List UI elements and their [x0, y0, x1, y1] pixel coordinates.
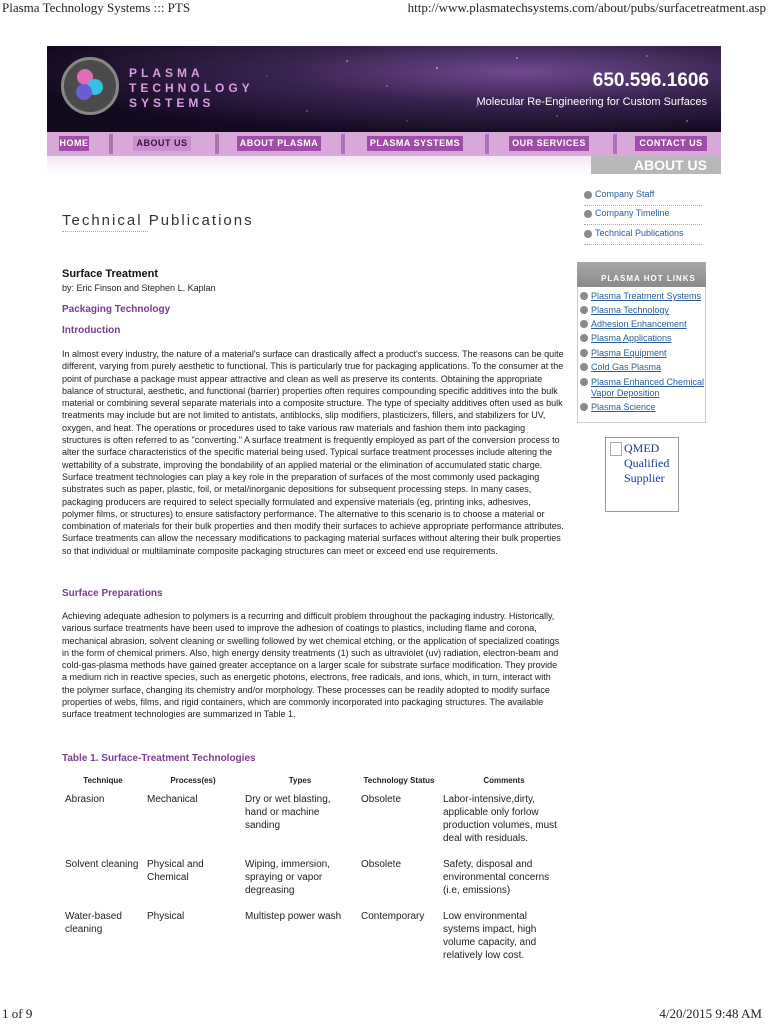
- nav-about-us[interactable]: ABOUT US: [133, 136, 191, 151]
- col-header: Process(es): [170, 776, 216, 785]
- cell: Multistep power wash: [245, 911, 342, 922]
- nav-separator: [341, 134, 345, 154]
- brand-line: SYSTEMS: [129, 96, 215, 110]
- print-page-title: Plasma Technology Systems ::: PTS: [2, 0, 191, 15]
- qmed-line: QMED: [624, 441, 660, 455]
- preparations-paragraph: Achieving adequate adhesion to polymers is a recurring and difficult problem throughout the packaging industry. Historically, various surface treatments have been used to improve the adhesion of coatings to plastics, including flame and corona, mechanical abrasion, solvent cleaning or swelling followed by wet chemical etching, or the application of specialized coatings in the form of chemical primers. Also, high energy density treatments (1) such as ultraviolet (uv) radiation, electron-beam and cold-gas-plasma methods have gained greater acceptance on a larger scale for substrate surface modification. They provide a medium rich in reactive species, such as energetic photons, electrons, free radicals, and ions, which, in turn, interact with the polymer surface, changing its chemistry and/or morphology. These processes can be readily adopted to modify surface properties of webs, films, and rigid containers, which are commonly incorporated into packaging structures. The available surface treatment technologies are summarized in Table 1.: [62, 611, 560, 720]
- qmed-supplier-badge[interactable]: [605, 437, 679, 512]
- qmed-line: Supplier: [624, 471, 665, 485]
- nav-about-plasma[interactable]: ABOUT PLASMA: [237, 136, 321, 151]
- table-heading: Table 1. Surface-Treatment Technologies: [62, 753, 256, 764]
- nav-separator: [613, 134, 617, 154]
- cell: Dry or wet blasting, hand or machine sanding: [245, 794, 331, 831]
- cell: Physical: [147, 911, 185, 922]
- cell: Obsolete: [361, 794, 402, 805]
- table-row: [62, 858, 568, 910]
- nav-contact-us[interactable]: CONTACT US: [635, 136, 707, 151]
- cell: Solvent cleaning: [65, 859, 139, 870]
- cell: Wiping, immersion, spraying or vapor degreasing: [245, 859, 331, 896]
- hotlink-item[interactable]: [580, 362, 661, 373]
- hotlink-label: Adhesion Enhancement: [591, 319, 687, 329]
- cell: Obsolete: [361, 859, 402, 870]
- link-label: Technical Publications: [595, 228, 684, 238]
- nav-plasma-systems[interactable]: PLASMA SYSTEMS: [367, 136, 463, 151]
- nav-our-services[interactable]: OUR SERVICES: [509, 136, 589, 151]
- section-tab: ABOUT US: [591, 156, 721, 174]
- cell: Labor-intensive,dirty, applicable only forlow production volumes, must deal with residuals.: [443, 794, 557, 844]
- print-datetime: 4/20/2015 9:48 AM: [659, 1006, 762, 1021]
- brand-name[interactable]: [129, 66, 254, 111]
- col-header: Technique: [83, 776, 123, 785]
- cell: Water-based cleaning: [65, 911, 122, 935]
- cell: Physical and Chemical: [147, 859, 204, 883]
- sidebar-link-company-timeline[interactable]: [584, 208, 670, 218]
- article-byline: by: Eric Finson and Stephen L. Kaplan: [62, 283, 216, 293]
- bullet-icon: [580, 363, 588, 371]
- hotlinks-header: PLASMA HOT LINKS: [577, 262, 706, 287]
- hotlink-label: Plasma Equipment: [591, 348, 667, 358]
- bullet-icon: [584, 210, 592, 218]
- divider: [584, 205, 702, 206]
- bullet-icon: [580, 320, 588, 328]
- intro-paragraph: In almost every industry, the nature of a material's surface can drastically affect a product's success. The reasons can be quite different, varying from purely aesthetic to functional. This is particularly true for packaging applications. To the consumer at the point of purchase a package must appear attractive and clean as well as preserve its contents. Obtaining the appropriate balance of structural, aesthetic, and functional (barrier) properties often requires compounding specific additives into the bulk material or combining several separate materials into a composite structure. The type of specialty additives often used as bulk treatments may include but are not limited to antistats, antiblocks, slip modifiers, plasticizers, fillers, and stabilizers for UV, oxygen, and heat. The operations or procedures used to take various raw materials and fashion them into packaging structures is often referred to as "converting." A surface treatment is frequently employed as part of the conversion process to alter the surface characteristics of the specific material being used. Typical surface treatment processes include altering the wettability of a substrate, improving the bondability of an applied material or the elimination of accumulated static charge. Surface treatment technologies can play a key role in the preparation of surfaces of the most commonly used packaging substrates such as paper, plastic, foil, or metal/inorganic depositions for subsequent processing steps. In many cases, packaging producers are required to select specially formulated and expensive materials (eg, printing inks, adhesives, polymer films, or structures) to ensure satisfactory performance. The alternative to this scenario is to choose a material or combination of materials for their bulk properties and then modify their surfaces to achieve appropriate performance attributes. Surface treatments can allow the necessary modifications to packaging material surfaces without altering their bulk properties so that individual or multilaminate composite packaging structures can meet or exceed end use requirements.: [62, 349, 564, 556]
- hotlink-label: Plasma Treatment Systems: [591, 291, 702, 301]
- bullet-icon: [580, 349, 588, 357]
- print-url: http://www.plasmatechsystems.com/about/pubs/surfacetreatment.asp: [407, 0, 766, 15]
- phone-number: 650.596.1606: [592, 70, 709, 91]
- hotlink-label: Plasma Science: [591, 402, 656, 412]
- divider: [584, 224, 702, 225]
- hotlink-item[interactable]: [580, 319, 687, 330]
- sidebar-link-technical-publications[interactable]: [584, 228, 684, 238]
- col-header: Technology Status: [363, 776, 435, 785]
- hotlink-item[interactable]: [580, 305, 669, 316]
- sidebar-link-company-staff[interactable]: [584, 189, 654, 199]
- bullet-icon: [580, 306, 588, 314]
- brand-line: PLASMA: [129, 66, 204, 80]
- nav-separator: [215, 134, 219, 154]
- qmed-text: [624, 441, 669, 486]
- hotlink-item[interactable]: [580, 402, 656, 413]
- cell: Low environmental systems impact, high volume capacity, and relatively low cost.: [443, 911, 537, 961]
- title-divider: [62, 231, 148, 232]
- tagline: Molecular Re-Engineering for Custom Surfaces: [476, 96, 707, 108]
- bullet-icon: [584, 191, 592, 199]
- qmed-line: Qualified: [624, 456, 670, 470]
- table-row: [62, 793, 568, 858]
- cell: Contemporary: [361, 911, 425, 922]
- nav-home[interactable]: HOME: [59, 136, 89, 151]
- cell: Abrasion: [65, 794, 105, 805]
- hotlink-item[interactable]: [580, 348, 667, 359]
- bullet-icon: [580, 292, 588, 300]
- nav-separator: [485, 134, 489, 154]
- broken-image-icon: [610, 442, 622, 456]
- brand-line: TECHNOLOGY: [129, 81, 254, 95]
- link-label: Company Timeline: [595, 208, 670, 218]
- table-row: [62, 910, 568, 975]
- cell: Mechanical: [147, 794, 198, 805]
- hotlink-item[interactable]: [580, 377, 709, 399]
- hotlink-label: Plasma Applications: [591, 333, 672, 343]
- link-label: Company Staff: [595, 189, 655, 199]
- bullet-icon: [584, 230, 592, 238]
- bullet-icon: [580, 334, 588, 342]
- bullet-icon: [580, 378, 588, 386]
- hotlink-item[interactable]: [580, 291, 701, 302]
- main-nav: [47, 132, 721, 156]
- preparations-heading: Surface Preparations: [62, 588, 163, 599]
- intro-heading: Introduction: [62, 325, 121, 336]
- col-header: Comments: [483, 776, 525, 785]
- hotlink-item[interactable]: [580, 333, 672, 344]
- hotlink-label: Plasma Technology: [591, 305, 669, 315]
- surface-treatment-table: [62, 776, 568, 975]
- site-banner: [47, 46, 721, 132]
- hotlink-label: Cold Gas Plasma: [591, 362, 662, 372]
- company-logo-icon[interactable]: [61, 57, 119, 115]
- nav-separator: [109, 134, 113, 154]
- cell: Safety, disposal and environmental concerns (i.e, emissions): [443, 859, 550, 896]
- print-header: [0, 0, 768, 16]
- bullet-icon: [580, 403, 588, 411]
- hotlink-label: Plasma Enhanced Chemical Vapor Deposition: [591, 377, 705, 398]
- print-footer: [0, 1006, 768, 1024]
- table-header-row: [62, 776, 568, 793]
- article-subtitle: Packaging Technology: [62, 304, 171, 315]
- divider: [584, 244, 702, 245]
- article-title: Surface Treatment: [62, 268, 158, 280]
- page-title: Technical Publications: [62, 212, 254, 229]
- col-header: Types: [288, 776, 312, 785]
- print-page-number: 1 of 9: [2, 1006, 33, 1021]
